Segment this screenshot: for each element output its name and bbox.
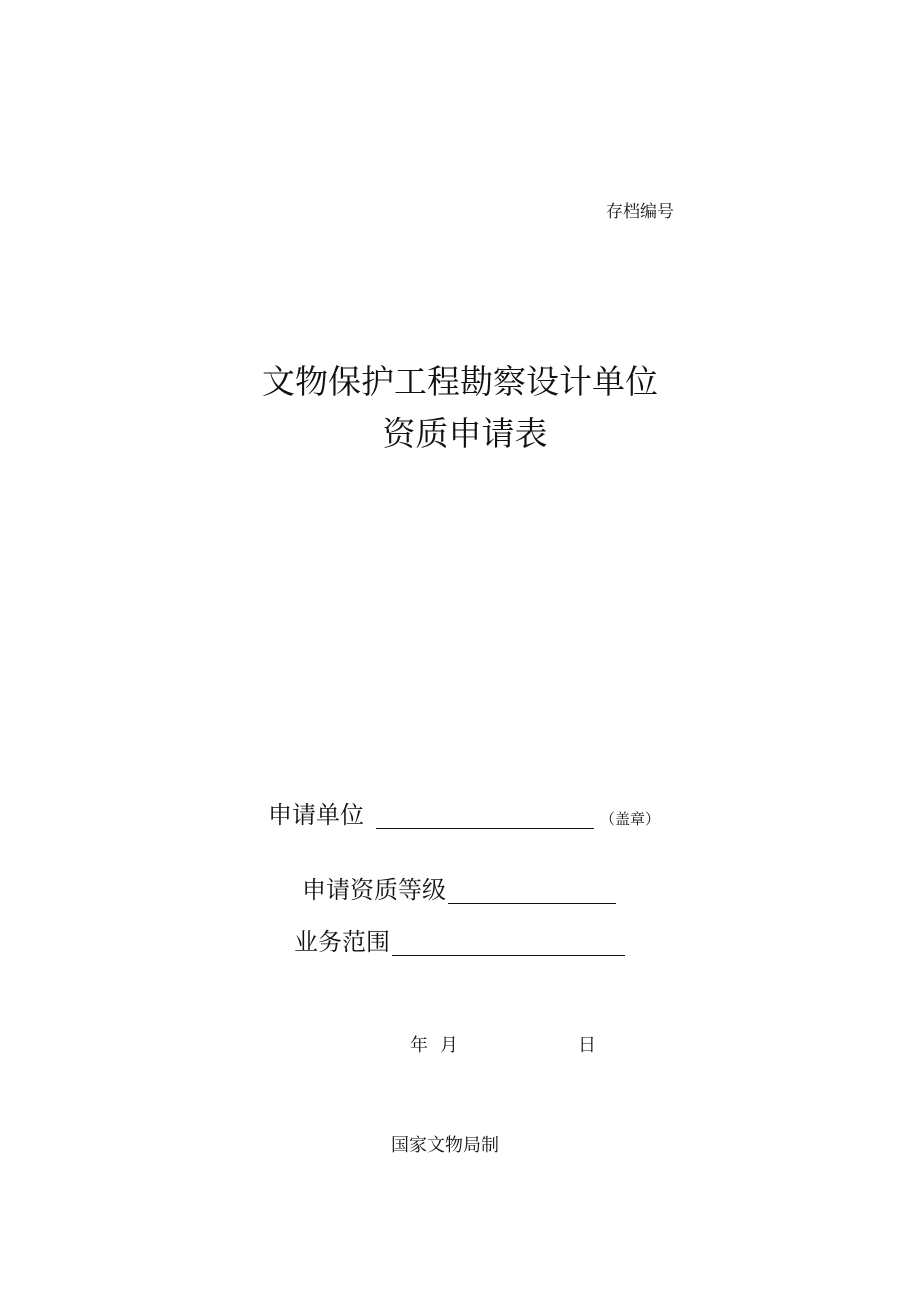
date-year-label: 年 bbox=[410, 1035, 428, 1056]
applicant-unit-label: 申请单位 bbox=[268, 801, 364, 829]
business-scope-input-line[interactable] bbox=[392, 933, 625, 956]
applicant-unit-field bbox=[268, 801, 660, 829]
seal-note: （盖章） bbox=[600, 810, 661, 828]
business-scope-field bbox=[294, 928, 625, 956]
issuer-label: 国家文物局制 bbox=[391, 1135, 499, 1156]
business-scope-label: 业务范围 bbox=[294, 928, 390, 956]
archive-number-label: 存档编号 bbox=[606, 202, 674, 222]
date-day-label: 日 bbox=[578, 1035, 596, 1056]
date-month-label: 月 bbox=[440, 1035, 458, 1056]
form-title-line2: 资质申请表 bbox=[382, 414, 548, 453]
qualification-level-input-line[interactable] bbox=[448, 881, 616, 904]
form-title-line1: 文物保护工程勘察设计单位 bbox=[262, 362, 658, 401]
applicant-unit-input-line[interactable] bbox=[376, 806, 594, 829]
qualification-level-label: 申请资质等级 bbox=[302, 876, 446, 904]
qualification-level-field bbox=[302, 876, 616, 904]
